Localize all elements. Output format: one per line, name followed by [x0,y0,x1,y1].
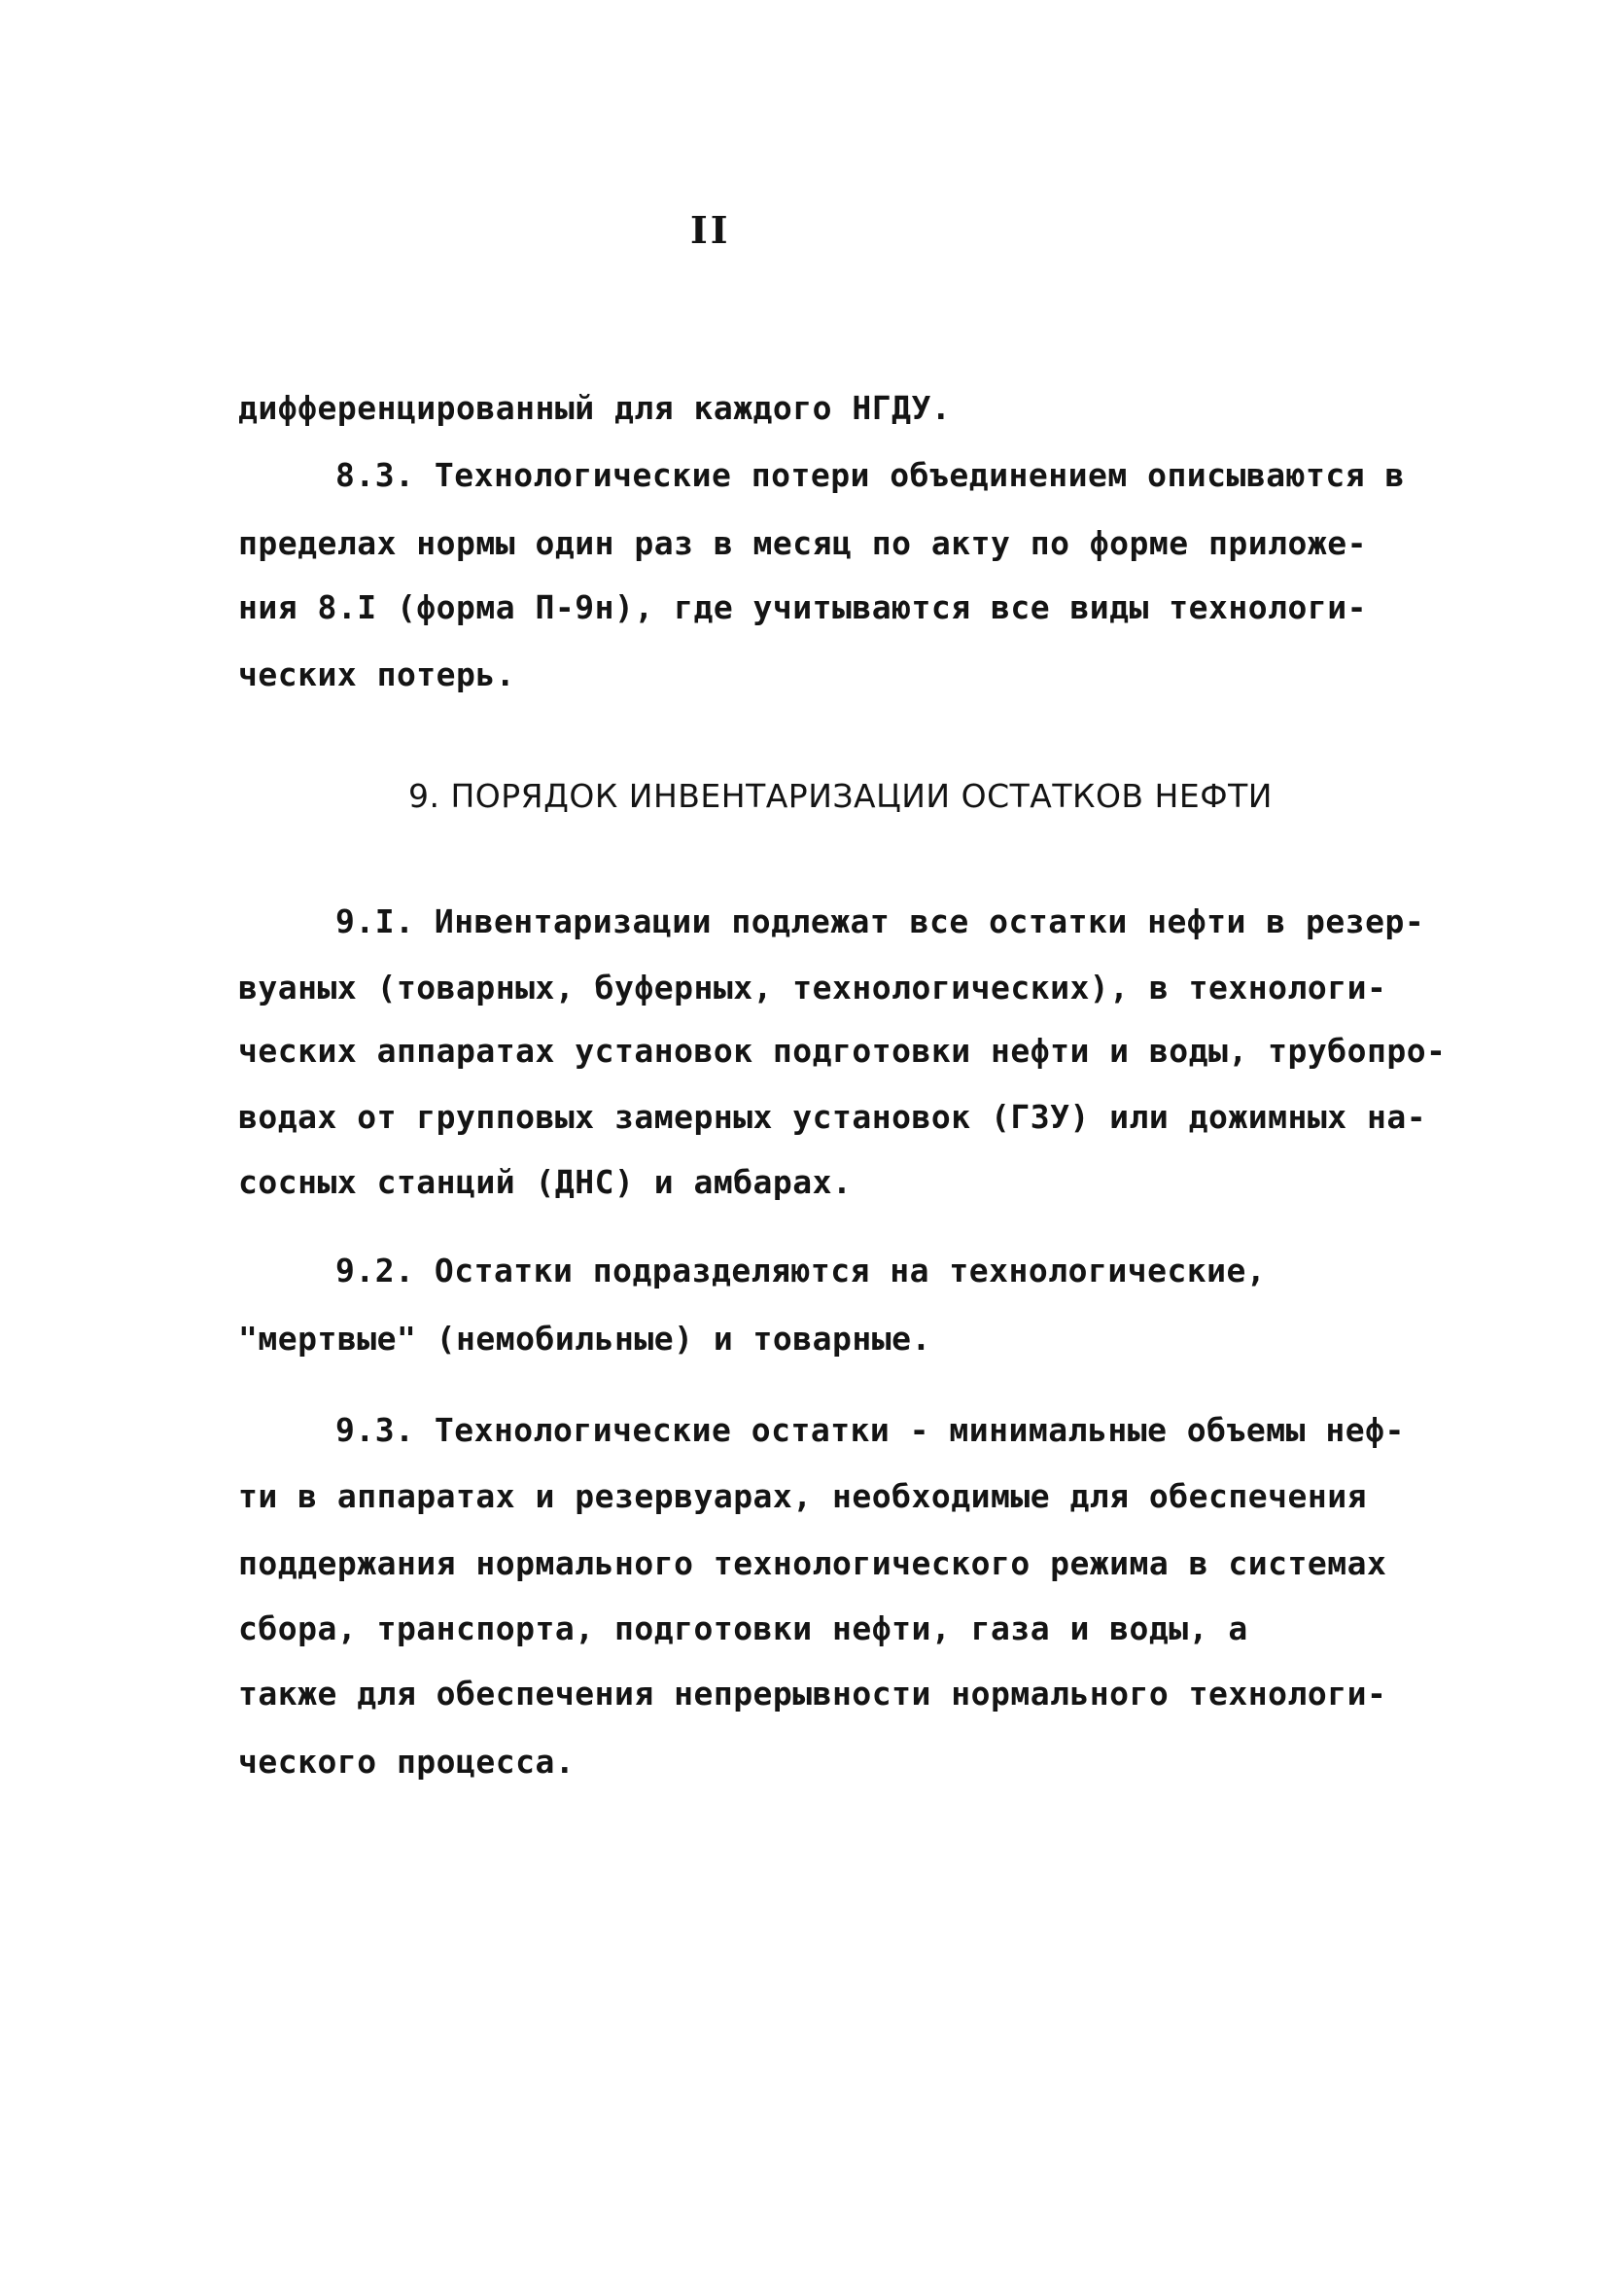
section-9-heading: 9. ПОРЯДОК ИНВЕНТАРИЗАЦИИ ОСТАТКОВ НЕФТИ [408,777,1273,815]
paragraph-8-3-line-3: ния 8.I (форма П-9н), где учитываются все виды технологи- [238,588,1367,626]
paragraph-9-1-line-3: ческих аппаратах установок подготовки нефти и воды, трубопро- [238,1032,1447,1070]
paragraph-8-3-line-2: пределах нормы один раз в месяц по акту по форме приложе- [238,524,1367,562]
paragraph-8-3-line-4: ческих потерь. [238,655,516,693]
paragraph-9-3-line-3: поддержания нормального технологического режима в системах [238,1544,1387,1582]
paragraph-9-2-line-2: "мертвые" (немобильные) и товарные. [238,1320,931,1358]
paragraph-9-3-line-6: ческого процесса. [238,1743,576,1781]
paragraph-8-3-line-1: 8.3. Технологические потери объединением описываются в [335,456,1405,494]
page-number: II [690,208,731,252]
paragraph-9-1-line-2: вуаных (товарных, буферных, технологических), в технологи- [238,969,1387,1007]
paragraph-9-3-line-1: 9.3. Технологические остатки - минимальные объемы неф- [335,1411,1405,1449]
paragraph-9-3-line-4: сбора, транспорта, подготовки нефти, газа и воды, а [238,1609,1248,1647]
paragraph-9-1-line-1: 9.I. Инвентаризации подлежат все остатки нефти в резер- [335,902,1425,940]
paragraph-9-2-line-1: 9.2. Остатки подразделяются на технологические, [335,1252,1267,1289]
paragraph-9-1-line-4: водах от групповых замерных установок (ГЗУ) или дожимных на- [238,1098,1427,1136]
continuation-line: дифференцированный для каждого НГДУ. [238,389,952,427]
paragraph-9-1-line-5: сосных станций (ДНС) и амбарах. [238,1163,853,1201]
paragraph-9-3-line-5: также для обеспечения непрерывности нормального технологи- [238,1675,1387,1713]
paragraph-9-3-line-2: ти в аппаратах и резервуарах, необходимые для обеспечения [238,1477,1367,1515]
